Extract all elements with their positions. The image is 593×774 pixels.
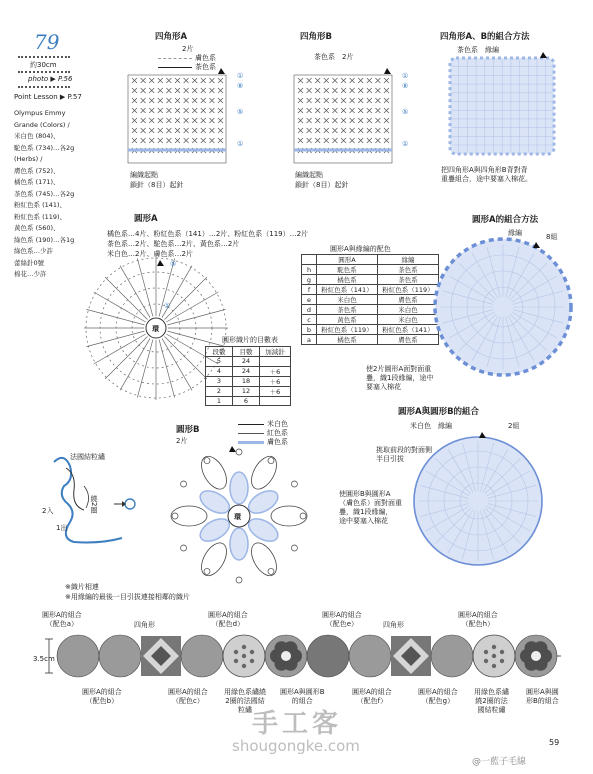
ring-label: 環 (234, 513, 241, 521)
bottom-label: 圓形A的組合 （配色b） (82, 688, 122, 705)
table-cell: 粉紅色系（119） (317, 325, 378, 335)
note-2: ※用緣編的最後一目引拔連接相鄰的織片 (65, 593, 190, 601)
color-table-header: 緣編 (378, 255, 439, 265)
legend-text: 茶色系 (195, 63, 216, 71)
legend-text: 膚色系 (195, 54, 216, 62)
row-marker: ⑧ (237, 82, 244, 90)
row-marker: ⑧ (402, 82, 409, 90)
square-b-title: 四角形B (300, 32, 332, 42)
row-marker: ① (164, 302, 171, 310)
row-marker: ⑤ (170, 260, 177, 268)
watermark-brand: 手工客 (252, 709, 343, 739)
material-line: 駝色系 (734)…各2g (14, 143, 75, 152)
stitch-table-title: 圓形織片的目數表 (222, 336, 278, 344)
top-label: 圓形A的組合 （配色a） (42, 611, 82, 628)
table-cell (260, 357, 291, 367)
bottom-label: 圓形A的組合 （配色c） (168, 688, 208, 705)
circle-a-line-2: 茶色系…2片、駝色系…2片、黃色系…2片 (107, 240, 240, 248)
table-cell: 5 (206, 357, 233, 367)
table-cell: 膚色系 (378, 335, 439, 345)
square-combo-legend: 茶色系 緣編 (457, 46, 499, 54)
table-cell: 2 (206, 386, 233, 396)
material-line: 綠色系…少許 (14, 247, 53, 255)
row-marker: ① (237, 140, 244, 148)
circle-a-combo-title: 圓形A的組合方法 (472, 215, 539, 225)
dimension-label: 3.5cm (33, 655, 55, 663)
circle-a-combo-note-3: 要塞入棉花 (366, 383, 401, 391)
circle-ab-combo-count: 2組 (508, 422, 520, 430)
material-line: 黃色系 (560)、 (14, 224, 60, 232)
bottom-label: 用綠色系繡 繞2圈的法 國結粒繡 (474, 688, 509, 714)
table-cell: 12 (233, 386, 260, 396)
circle-a-combo-note-2: 疊，織1段緣編，途中 (366, 374, 434, 382)
table-cell: 粉紅色系（141） (378, 325, 439, 335)
french-knot-in: 2入 (42, 507, 54, 515)
table-cell: 橘色系 (317, 335, 378, 345)
divider (18, 86, 70, 88)
divider (18, 71, 70, 73)
color-table-title: 圓形A與緣編的配色 (330, 245, 391, 253)
material-line: 粉紅色系 (119)、 (14, 212, 67, 221)
table-cell: f (302, 285, 317, 295)
legend-text: 膚色系 (267, 438, 288, 446)
ring-label: 環 (152, 325, 159, 333)
bottom-label: 圓形A的組合 （配色f） (352, 688, 392, 705)
french-knot-title: 法國結粒繡 (70, 453, 105, 461)
start-label: 編織起點 (295, 171, 323, 179)
square-b-color: 茶色系 2片 (314, 53, 354, 61)
material-line: 膚色系 (752)、 (14, 166, 60, 175)
table-cell: 膚色系 (378, 295, 439, 305)
circle-ab-note-2d: 途中要塞入棉花 (339, 517, 388, 525)
table-cell: 茶色系 (378, 275, 439, 285)
circle-a-line-1: 橘色系…4片、粉紅色系（141）…2片、粉紅色系（119）…2片 (107, 230, 309, 238)
note-1: ※織片相連 (65, 583, 99, 591)
circle-ab-combo-sub: 米白色 緣編 (410, 422, 452, 430)
stitch-table-header: 目數 (233, 347, 260, 357)
dimension-marker (44, 637, 54, 675)
circle-a-line-3: 米白色…2片、膚色系…2片 (107, 250, 193, 258)
table-cell: a (302, 335, 317, 345)
table-cell: 橘色系 (317, 275, 378, 285)
french-knot-out: 1出 (56, 524, 68, 532)
table-cell: h (302, 265, 317, 275)
material-line: Olympus Emmy (14, 109, 66, 117)
legend-text: 紅色系 (267, 429, 288, 437)
circle-a-title: 圓形A (134, 214, 158, 224)
table-cell: 24 (233, 366, 260, 376)
assembly-strip (56, 633, 576, 679)
table-cell: 駝色系 (317, 265, 378, 275)
point-lesson-ref: Point Lesson ▶ P.57 (14, 93, 82, 101)
stitch-table (205, 346, 291, 406)
table-cell: b (302, 325, 317, 335)
bottom-label: 圓形A與圓形B 的組合 (280, 688, 325, 705)
row-marker: ① (237, 72, 244, 80)
table-cell: e (302, 295, 317, 305)
top-label: 四角形 (383, 621, 404, 629)
table-cell (260, 396, 291, 406)
table-cell: ＋6 (260, 366, 291, 376)
material-line: 蕾絲針0號 (14, 258, 45, 267)
table-cell: c (302, 315, 317, 325)
bottom-label: 用綠色系繡繞 2圈的法國結 粒繡 (224, 688, 266, 714)
table-cell: 黃色系 (317, 315, 378, 325)
start-label: 編織起點 (130, 171, 158, 179)
material-line: 米白色 (804)、 (14, 132, 60, 140)
circle-ab-note-2c: 疊，織1段緣編， (339, 508, 393, 516)
material-line: 綠色系 (190)…各1g (14, 235, 75, 244)
square-combo-title: 四角形A、B的組合方法 (440, 32, 530, 42)
material-line: (Herbs) / (14, 155, 43, 163)
top-label: 圓形A的組合 （配色d） (208, 611, 248, 628)
divider (18, 56, 70, 58)
top-label: 圓形A的組合 （配色h） (458, 611, 498, 628)
table-cell: 茶色系 (378, 265, 439, 275)
chain-label: 鎖針（8目）起針 (295, 181, 349, 189)
pattern-number: 79 (34, 30, 60, 54)
legend-text: 米白色 (267, 420, 288, 428)
circle-ab-note-1b: 半目引拔 (376, 455, 404, 463)
row-marker: ① (402, 140, 409, 148)
stitch-table-header: 段數 (206, 347, 233, 357)
weibo-handle: @一藍子毛線 (472, 757, 527, 767)
circle-ab-note-1a: 挑取前段的對面側 (376, 446, 432, 454)
material-line: 茶色系 (745)…各2g (14, 189, 75, 198)
circle-a-combo-count: 8組 (546, 233, 558, 241)
table-cell: 粉紅色系（119） (378, 285, 439, 295)
french-knot-wrap: 繞2圈 (90, 495, 98, 514)
table-cell: g (302, 275, 317, 285)
table-cell: 6 (233, 396, 260, 406)
row-marker: ① (402, 72, 409, 80)
circle-ab-note-2b: （膚色系）面對面重 (339, 499, 402, 507)
top-label: 圓形A的組合 （配色e） (322, 611, 362, 628)
circle-b-title: 圓形B (176, 425, 200, 435)
size-label: 約30cm (30, 61, 57, 69)
square-a-title: 四角形A (155, 32, 188, 42)
material-line: 棉花…少許 (14, 270, 47, 278)
table-cell: 1 (206, 396, 233, 406)
table-cell: 茶色系 (317, 305, 378, 315)
color-table-header (302, 255, 317, 265)
circle-a-combo-diagram (430, 234, 576, 380)
row-marker: ⑤ (402, 108, 409, 116)
photo-ref: photo ▶ P.56 (28, 75, 73, 83)
material-line: Grande (Colors) / (14, 120, 70, 129)
table-cell: ＋6 (260, 386, 291, 396)
color-table-header: 圓形A (317, 255, 378, 265)
table-cell: 米白色 (317, 295, 378, 305)
bottom-label: 圓形A與圓 形B的組合 (526, 688, 559, 705)
circle-b-count: 2片 (176, 437, 188, 445)
square-combo-note-2: 重疊組合，途中要塞入棉花。 (441, 175, 532, 183)
page-number: 59 (549, 738, 560, 747)
circle-a-combo-note-1: 使2片圓形A面對面重 (366, 365, 432, 373)
table-cell: 3 (206, 376, 233, 386)
watermark-url: shougongke.com (232, 737, 360, 755)
table-cell: 4 (206, 366, 233, 376)
table-cell: ＋6 (260, 376, 291, 386)
table-cell: 米白色 (378, 305, 439, 315)
square-combo-note-1: 把四角形A與四角形B背對背 (441, 166, 528, 174)
material-line: 粉紅色系 (141)、 (14, 201, 67, 209)
circle-ab-note-2a: 使圓形B與圓形A (339, 490, 391, 498)
row-marker: ⑤ (237, 108, 244, 116)
table-cell: 粉紅色系（141） (317, 285, 378, 295)
table-cell: 24 (233, 357, 260, 367)
square-combo-diagram (438, 52, 568, 164)
material-line: 橘色系 (171)、 (14, 178, 60, 186)
table-cell: 18 (233, 376, 260, 386)
chain-label: 鎖針（8目）起針 (130, 181, 184, 189)
color-table (301, 254, 439, 345)
circle-ab-combo-title: 圓形A與圓形B的組合 (398, 407, 480, 417)
circle-a-combo-sub: 緣編 (508, 229, 522, 237)
stitch-table-header: 加減針 (260, 347, 291, 357)
table-cell: d (302, 305, 317, 315)
top-label: 四角形 (134, 621, 155, 629)
square-a-count: 2片 (182, 45, 194, 53)
bottom-label: 圓形A的組合 （配色g） (418, 688, 458, 705)
table-cell: 米白色 (378, 315, 439, 325)
